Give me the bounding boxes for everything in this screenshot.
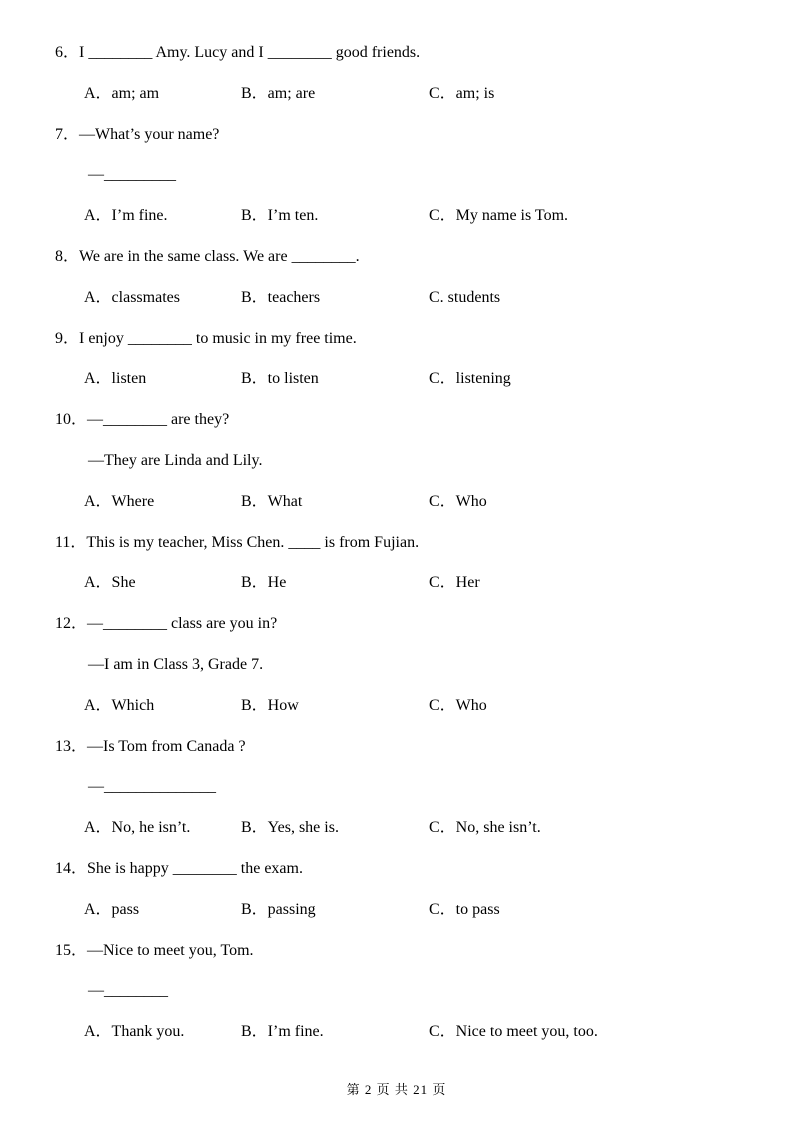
question-stem: 13．—Is Tom from Canada ? <box>55 737 246 755</box>
question-dialogue-line: —______________ <box>88 778 216 796</box>
question-block <box>0 400 793 522</box>
question-stem-group <box>0 400 793 482</box>
question-option: B．I’m ten. <box>241 207 319 225</box>
question-block <box>0 849 793 931</box>
question-option: A．Thank you. <box>84 1023 185 1041</box>
question-option: B．He <box>241 574 287 592</box>
question-block <box>0 237 793 319</box>
question-options-row <box>0 74 793 115</box>
question-options-row <box>0 808 793 849</box>
question-option: C．listening <box>429 370 511 388</box>
question-option: C．My name is Tom. <box>429 207 569 225</box>
question-option: C. students <box>429 288 501 306</box>
question-stem-group <box>0 523 793 564</box>
question-stem-group <box>0 319 793 360</box>
question-stem: 12．—________ class are you in? <box>55 615 278 633</box>
question-block <box>0 319 793 401</box>
question-option: B．How <box>241 696 299 714</box>
question-option: B．Yes, she is. <box>241 819 339 837</box>
question-options-row <box>0 278 793 319</box>
question-option: A．listen <box>84 370 147 388</box>
question-options-row <box>0 563 793 604</box>
question-stem-group <box>0 237 793 278</box>
question-option: A．Which <box>84 696 155 714</box>
question-dialogue-line: —I am in Class 3, Grade 7. <box>88 655 264 673</box>
question-block <box>0 931 793 1053</box>
question-stem: 9．I enjoy ________ to music in my free time. <box>55 329 357 347</box>
question-dialogue-line: —_________ <box>88 166 176 184</box>
question-option: A．classmates <box>84 288 180 306</box>
question-block <box>0 115 793 237</box>
question-options-row <box>0 482 793 523</box>
question-option: A．pass <box>84 900 140 918</box>
question-options-row <box>0 359 793 400</box>
question-option: A．She <box>84 574 136 592</box>
question-option: B．passing <box>241 900 316 918</box>
question-option: B．teachers <box>241 288 321 306</box>
question-stem-group <box>0 931 793 1013</box>
question-option: A．No, he isn’t. <box>84 819 191 837</box>
question-options-row <box>0 196 793 237</box>
question-option: C．Her <box>429 574 480 592</box>
question-stem: 6．I ________ Amy. Lucy and I ________ good friends. <box>55 44 421 61</box>
question-stem: 7．—What’s your name? <box>55 125 220 143</box>
question-block <box>0 33 793 115</box>
question-option: C．to pass <box>429 900 500 918</box>
page-footer: 第 2 页 共 21 页 <box>346 1082 447 1097</box>
question-stem-group <box>0 33 793 74</box>
question-stem-group <box>0 115 793 197</box>
question-option: C．Who <box>429 696 487 714</box>
question-dialogue-line: —________ <box>88 982 168 1000</box>
question-option: C．No, she isn’t. <box>429 819 541 837</box>
question-block <box>0 523 793 605</box>
question-option: C．am; is <box>429 84 495 102</box>
question-stem: 15．—Nice to meet you, Tom. <box>55 941 254 959</box>
question-stem: 11．This is my teacher, Miss Chen. ____ is from Fujian. <box>55 533 420 551</box>
question-block <box>0 604 793 726</box>
question-option: B．What <box>241 492 303 510</box>
question-option: B．am; are <box>241 84 316 102</box>
question-option: B．I’m fine. <box>241 1023 324 1041</box>
question-stem-group <box>0 604 793 686</box>
question-block <box>0 727 793 849</box>
question-stem-group <box>0 849 793 890</box>
question-option: C．Nice to meet you, too. <box>429 1023 598 1041</box>
question-stem: 8．We are in the same class. We are ________. <box>55 247 360 265</box>
question-stem-group <box>0 727 793 809</box>
question-option: C．Who <box>429 492 487 510</box>
question-dialogue-line: —They are Linda and Lily. <box>88 451 263 469</box>
question-option: A．Where <box>84 492 155 510</box>
question-stem: 14．She is happy ________ the exam. <box>55 859 303 877</box>
question-option: B．to listen <box>241 370 319 388</box>
question-options-row <box>0 686 793 727</box>
question-option: A．am; am <box>84 84 160 102</box>
question-options-row <box>0 890 793 931</box>
question-stem: 10．—________ are they? <box>55 411 230 429</box>
question-options-row <box>0 1012 793 1053</box>
question-option: A．I’m fine. <box>84 207 168 225</box>
